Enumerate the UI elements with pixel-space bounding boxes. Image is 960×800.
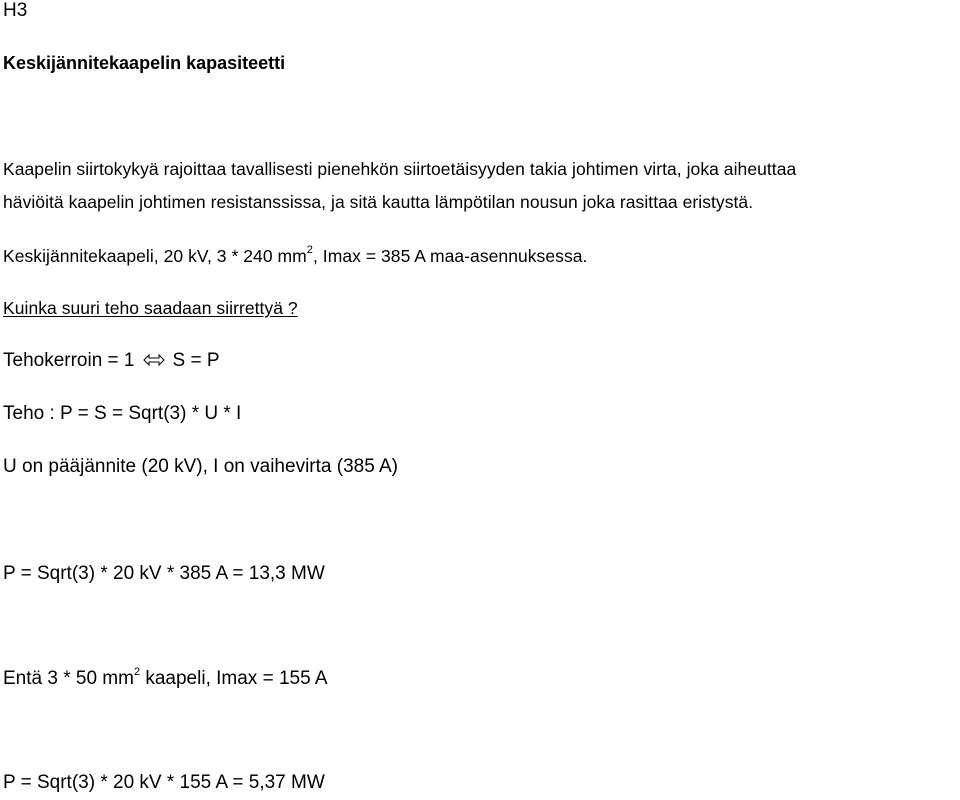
variables-line: U on pääjännite (20 kV), I on vaihevirta (385 A) [3, 456, 399, 477]
document-title: Keskijännitekaapelin kapasiteetti [3, 53, 286, 73]
cable-spec-prefix: Keskijännitekaapeli, 20 kV, 3 * 240 mm [3, 246, 307, 266]
intro-line-2: häviöitä kaapelin johtimen resistanssissa, ja sitä kautta lämpötilan nousun joka rasittaa eristystä. [3, 192, 754, 212]
second-case-exponent: 2 [133, 666, 141, 678]
second-case-suffix: kaapeli, Imax = 155 A [140, 668, 328, 689]
heading-code: H3 [3, 0, 28, 21]
result-1: P = Sqrt(3) * 20 kV * 385 A = 13,3 MW [3, 563, 325, 584]
cable-spec [3, 245, 587, 267]
power-factor-right: S = P [172, 350, 220, 371]
cable-spec-exponent: 2 [306, 244, 313, 256]
second-case [3, 668, 328, 690]
power-factor-line [3, 350, 220, 372]
second-case-prefix: Entä 3 * 50 mm [3, 668, 134, 689]
result-2: P = Sqrt(3) * 20 kV * 155 A = 5,37 MW [3, 772, 325, 793]
power-factor-left: Tehokerroin = 1 [3, 350, 135, 371]
cable-spec-suffix: , Imax = 385 A maa-asennuksessa. [312, 246, 588, 266]
question: Kuinka suuri teho saadaan siirrettyä ? [3, 298, 298, 318]
double-arrow-icon [143, 353, 165, 367]
intro-line-1: Kaapelin siirtokykyä rajoittaa tavallisesti pienehkön siirtoetäisyyden takia johtimen virta, joka aiheuttaa [3, 159, 797, 179]
power-formula: Teho : P = S = Sqrt(3) * U * I [3, 403, 242, 424]
